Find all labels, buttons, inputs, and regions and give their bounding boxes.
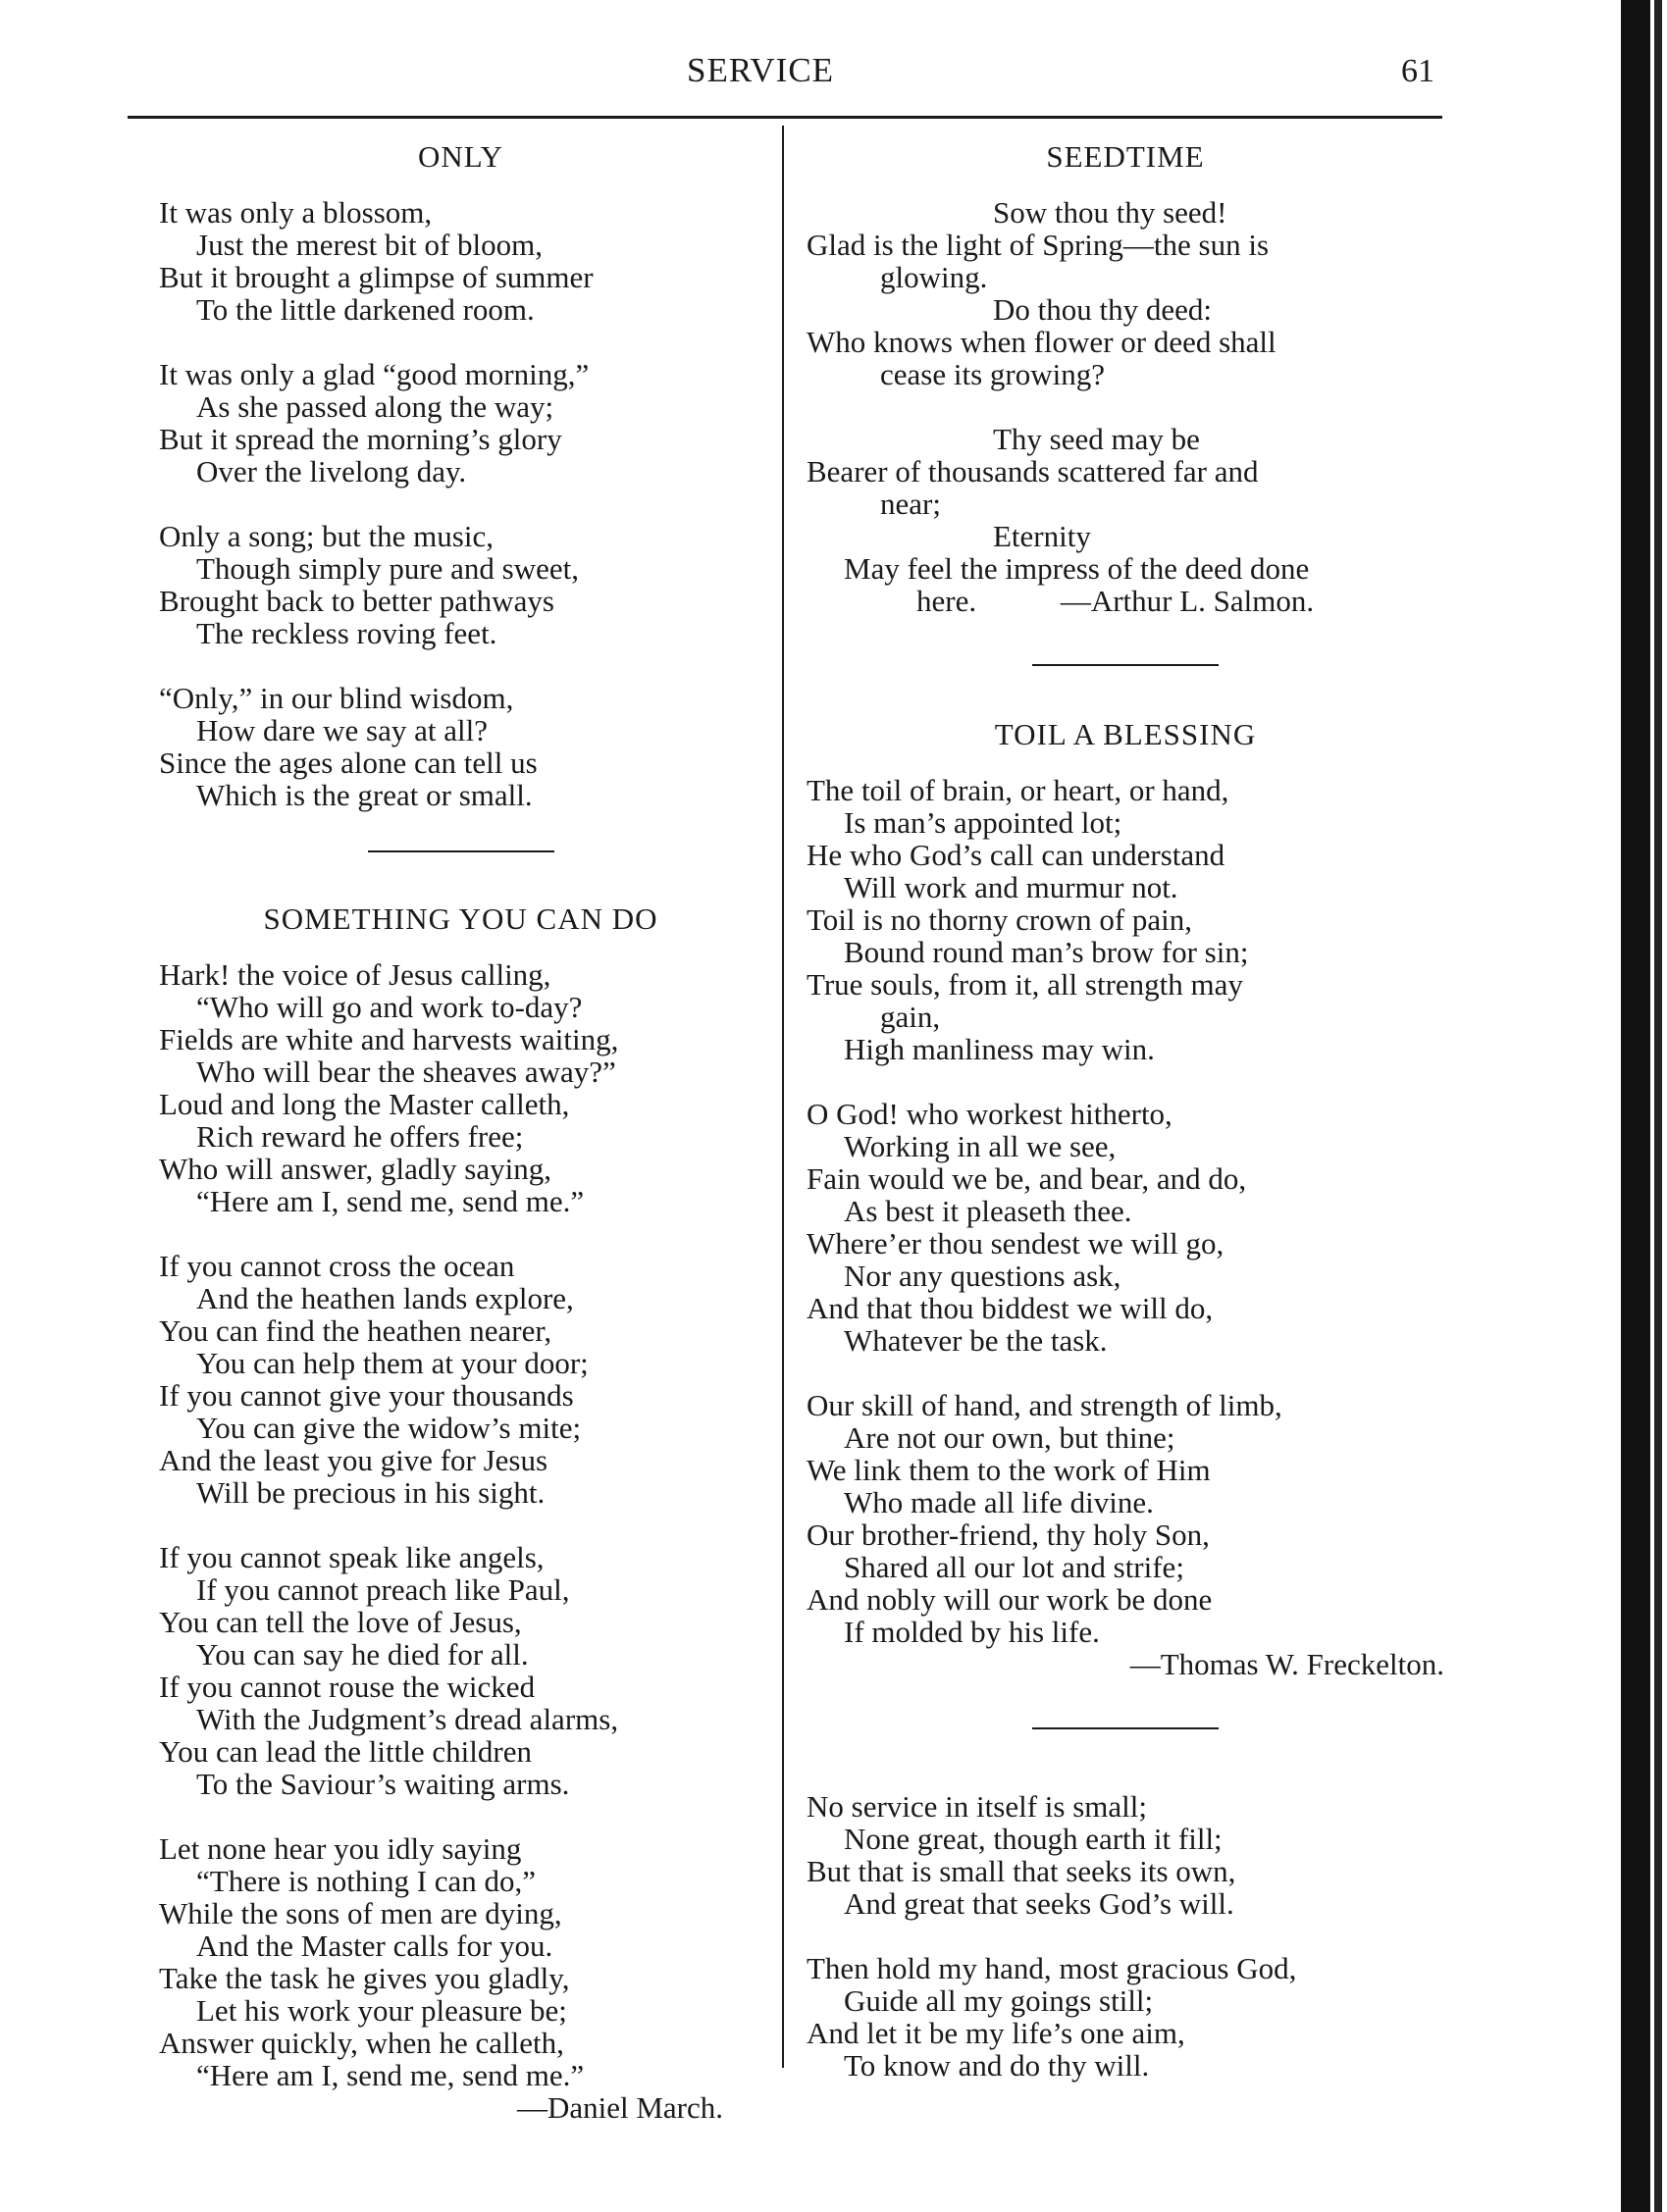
poem-line: Whatever be the task. (844, 1323, 1108, 1358)
page-number: 61 (1401, 53, 1434, 89)
stanza (807, 1790, 1444, 1920)
poem-line: Which is the great or small. (196, 778, 533, 812)
header-rule (128, 116, 1442, 119)
poem-line: May feel the impress of the deed done (844, 551, 1310, 586)
poem-line: You can lead the little children (159, 1734, 532, 1769)
poem-title: ONLY (418, 139, 503, 174)
poem-line: Since the ages alone can tell us (159, 746, 538, 780)
poem-line: High manliness may win. (844, 1032, 1155, 1066)
poem-line: Toil is no thorny crown of pain, (807, 902, 1193, 937)
poem-line: gain, (880, 1000, 941, 1034)
poem-line: But that is small that seeks its own, (807, 1854, 1236, 1888)
poem-line: Loud and long the Master calleth, (159, 1087, 570, 1121)
poem-line: But it spread the morning’s glory (159, 422, 562, 456)
poem-title: TOIL A BLESSING (994, 717, 1257, 751)
poem-line: Who knows when flower or deed shall (807, 325, 1276, 359)
stanza (807, 1389, 1444, 1648)
running-title: SERVICE (687, 51, 835, 89)
poem-line: “Here am I, send me, send me.” (196, 1184, 585, 1218)
poem-line: Thy seed may be (993, 422, 1200, 456)
section-separator (1032, 1727, 1219, 1729)
poem-line: Do thou thy deed: (993, 292, 1212, 327)
poem-line: Who made all life divine. (844, 1485, 1154, 1519)
poem-line: Brought back to better pathways (159, 584, 554, 618)
section-separator (1032, 664, 1219, 666)
attribution: —Daniel March. (516, 2090, 723, 2125)
poem-line: How dare we say at all? (196, 713, 488, 747)
poem-line: Are not our own, but thine; (844, 1420, 1175, 1455)
stanza (807, 1952, 1444, 2082)
poem-line: Working in all we see, (844, 1129, 1117, 1163)
poem-line: Where’er thou sendest we will go, (807, 1226, 1224, 1260)
poem-line: If you cannot cross the ocean (159, 1249, 515, 1283)
poem-line: “Here am I, send me, send me.” (196, 2058, 585, 2092)
stanza (159, 682, 762, 811)
poem-line: No service in itself is small; (807, 1789, 1147, 1824)
poem-untitled (807, 1790, 1444, 2082)
poem-line (807, 585, 1444, 617)
poem-something-you-can-do (159, 900, 762, 2124)
poem-line-end: here. (916, 584, 977, 618)
poem-line: Let none hear you idly saying (159, 1831, 522, 1866)
poem-line: cease its growing? (880, 357, 1105, 391)
poem-line: The reckless roving feet. (196, 616, 497, 650)
poem-line: As best it pleaseth thee. (844, 1194, 1132, 1228)
poem-title: SEEDTIME (1046, 139, 1205, 174)
poem-line: And the heathen lands explore, (196, 1281, 574, 1315)
poem-line: Our skill of hand, and strength of limb, (807, 1388, 1282, 1422)
poem-line: You can find the heathen nearer, (159, 1313, 552, 1348)
poem-line: As she passed along the way; (196, 389, 554, 424)
poem-line: If you cannot rouse the wicked (159, 1670, 536, 1704)
right-column (807, 137, 1444, 2082)
poem-line: If molded by his life. (844, 1615, 1100, 1649)
poem-line: Will work and murmur not. (844, 870, 1178, 904)
poem-line: Rich reward he offers free; (196, 1119, 524, 1154)
poem-line: near; (880, 487, 941, 521)
poem-line: Take the task he gives you gladly, (159, 1961, 570, 1995)
poem-line: Over the livelong day. (196, 454, 467, 489)
poem-line: Though simply pure and sweet, (196, 551, 580, 586)
poem-line: O God! who workest hitherto, (807, 1097, 1172, 1131)
poem-line: Bearer of thousands scattered far and (807, 454, 1259, 489)
poem-line: And let it be my life’s one aim, (807, 2016, 1185, 2050)
poem-line: To know and do thy will. (844, 2048, 1150, 2083)
poem-line: None great, though earth it fill; (844, 1822, 1223, 1856)
poem-line: You can say he died for all. (196, 1637, 529, 1672)
poem-line: Hark! the voice of Jesus calling, (159, 957, 551, 992)
left-column (159, 137, 762, 2124)
poem-line: And nobly will our work be done (807, 1582, 1213, 1617)
poem-line: Answer quickly, when he calleth, (159, 2026, 564, 2060)
stanza (159, 1832, 762, 2091)
poem-line: Fields are white and harvests waiting, (159, 1022, 619, 1056)
poem-line: Nor any questions ask, (844, 1259, 1121, 1293)
section-separator (368, 850, 554, 852)
poem-line: Fain would we be, and bear, and do, (807, 1161, 1247, 1196)
poem-line: To the Saviour’s waiting arms. (196, 1767, 570, 1801)
poem-line: And that thou biddest we will do, (807, 1291, 1214, 1325)
stanza (159, 358, 762, 488)
poem-only (159, 137, 762, 811)
attribution: —Thomas W. Freckelton. (1129, 1647, 1444, 1681)
poem-line: If you cannot give your thousands (159, 1378, 574, 1413)
poem-line: And the Master calls for you. (196, 1929, 553, 1963)
column-divider (782, 126, 784, 2068)
stanza (807, 196, 1444, 390)
poem-line: “Who will go and work to-day? (196, 990, 583, 1024)
stanza (159, 1250, 762, 1509)
poem-line: If you cannot speak like angels, (159, 1540, 545, 1574)
poem-line: If you cannot preach like Paul, (196, 1572, 570, 1607)
poem-line: Who will bear the sheaves away?” (196, 1055, 616, 1089)
poem-line: True souls, from it, all strength may (807, 967, 1243, 1002)
stanza (159, 958, 762, 1217)
poem-line: “Only,” in our blind wisdom, (159, 681, 514, 715)
poem-line: Shared all our lot and strife; (844, 1550, 1184, 1584)
stanza (807, 423, 1444, 617)
poem-line: glowing. (880, 260, 988, 294)
poem-line: You can give the widow’s mite; (196, 1411, 582, 1445)
poem-line: We link them to the work of Him (807, 1453, 1211, 1487)
poem-line: Eternity (993, 519, 1091, 553)
poem-line: Glad is the light of Spring—the sun is (807, 228, 1270, 262)
poem-line: Guide all my goings still; (844, 1983, 1154, 2018)
stanza (807, 774, 1444, 1065)
binding-edge (1621, 0, 1650, 2212)
stanza (159, 520, 762, 649)
poem-seedtime (807, 137, 1444, 617)
poem-line: To the little darkened room. (196, 292, 535, 327)
poem-line: And great that seeks God’s will. (844, 1886, 1234, 1921)
poem-line: Will be precious in his sight. (196, 1475, 546, 1510)
poem-line: And the least you give for Jesus (159, 1443, 548, 1477)
poem-line: But it brought a glimpse of summer (159, 260, 594, 294)
binding-edge-outer (1654, 0, 1662, 2212)
poem-line: It was only a blossom, (159, 195, 433, 230)
poem-line: With the Judgment’s dread alarms, (196, 1702, 619, 1736)
poem-line: You can help them at your door; (196, 1346, 589, 1380)
poem-line: Just the merest bit of bloom, (196, 228, 544, 262)
poem-line: He who God’s call can understand (807, 838, 1225, 872)
poem-line: The toil of brain, or heart, or hand, (807, 773, 1229, 807)
poem-toil-a-blessing (807, 715, 1444, 1680)
stanza (159, 1541, 762, 1800)
poem-line: Is man’s appointed lot; (844, 805, 1122, 840)
poem-line: Let his work your pleasure be; (196, 1993, 567, 2028)
poem-line: While the sons of men are dying, (159, 1896, 562, 1930)
poem-title: SOMETHING YOU CAN DO (263, 901, 658, 936)
poem-line: Then hold my hand, most gracious God, (807, 1951, 1297, 1985)
poem-line: “There is nothing I can do,” (196, 1864, 537, 1898)
stanza (807, 1098, 1444, 1357)
poem-line: Only a song; but the music, (159, 519, 494, 553)
poem-line: Sow thou thy seed! (993, 195, 1227, 230)
poem-line: Bound round man’s brow for sin; (844, 935, 1249, 969)
attribution: —Arthur L. Salmon. (1060, 584, 1315, 618)
poem-line: You can tell the love of Jesus, (159, 1605, 522, 1639)
poem-line: It was only a glad “good morning,” (159, 357, 590, 391)
stanza (159, 196, 762, 326)
poem-line: Our brother-friend, thy holy Son, (807, 1518, 1210, 1552)
poem-line: Who will answer, gladly saying, (159, 1152, 551, 1186)
